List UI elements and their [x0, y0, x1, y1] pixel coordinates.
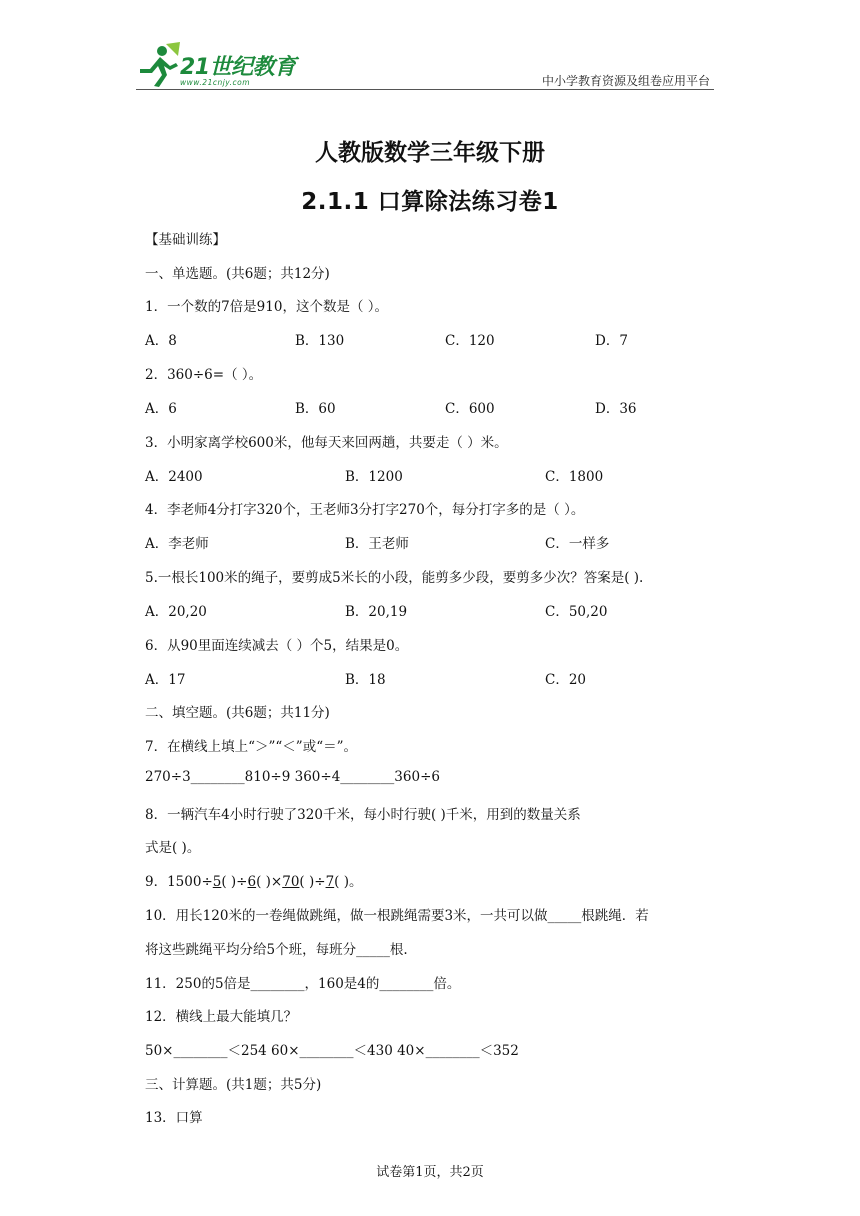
q9-number: 70 — [282, 874, 300, 890]
logo-url: www.21cnjy.com — [180, 78, 251, 87]
option-a: A．17 — [145, 672, 186, 688]
option-a: A．6 — [145, 401, 177, 417]
question-line: 将这些跳绳平均分给5个班，每班分_____根. — [145, 942, 408, 958]
question-line: 式是( )。 — [145, 840, 201, 856]
q9-number: 7 — [325, 874, 335, 890]
q9-text: ( )。 — [334, 874, 363, 890]
option-b: B．王老师 — [345, 536, 409, 552]
question-stem: 2．360÷6=（ ）。 — [145, 367, 263, 383]
option-b: B．1200 — [345, 469, 403, 485]
option-d: D．7 — [595, 333, 628, 349]
section-heading: 二、填空题。(共6题；共11分) — [145, 705, 330, 721]
question-stem: 10．用长120米的一卷绳做跳绳，做一根跳绳需要3米，一共可以做_____根跳绳．若 — [145, 908, 649, 924]
question-stem: 6．从90里面连续减去（ ）个5，结果是0。 — [145, 638, 409, 654]
question-stem: 3．小明家离学校600米，他每天来回两趟，共要走（ ）米。 — [145, 435, 508, 451]
question-stem: 1．一个数的7倍是910，这个数是（ ）。 — [145, 299, 388, 315]
question-stem: 7．在横线上填上“＞”“＜”或“＝”。 — [145, 739, 357, 755]
option-a: A．2400 — [145, 469, 203, 485]
question-line: 50×________＜254 60×________＜430 40×________＜352 — [145, 1043, 519, 1059]
q9-number: 6 — [247, 874, 257, 890]
question-stem: 8．一辆汽车4小时行驶了320千米，每小时行驶( )千米，用到的数量关系 — [145, 807, 581, 823]
q9-number: 5 — [212, 874, 222, 890]
question-stem: 11．250的5倍是________，160是4的________倍。 — [145, 976, 461, 992]
option-c: C．50,20 — [545, 604, 608, 620]
question-stem: 12．横线上最大能填几？ — [145, 1009, 298, 1025]
q9-text: ( )× — [256, 874, 283, 890]
section-heading: 三、计算题。(共1题；共5分) — [145, 1077, 322, 1093]
page-footer: 试卷第1页，共2页 — [376, 1165, 484, 1180]
platform-label: 中小学教育资源及组卷应用平台 — [541, 74, 710, 88]
option-c: C．600 — [445, 401, 495, 417]
question-line: 270÷3________810÷9 360÷4________360÷6 — [145, 769, 440, 785]
option-c: C．一样多 — [545, 536, 610, 552]
option-d: D．36 — [595, 401, 637, 417]
logo — [136, 40, 316, 90]
logo-text: 21世纪教育 — [180, 55, 296, 80]
runner-logo-icon — [136, 42, 184, 88]
header-divider — [136, 89, 714, 90]
question-stem: 5.一根长100米的绳子，要剪成5米长的小段，能剪多少段，要剪多少次？答案是( ). — [145, 570, 644, 586]
question-stem — [145, 870, 362, 890]
intro-label: 【基础训练】 — [145, 232, 226, 248]
option-b: B．60 — [295, 401, 336, 417]
option-b: B．18 — [345, 672, 386, 688]
option-a: A．李老师 — [145, 536, 209, 552]
page-header — [136, 40, 714, 92]
q9-text: 9．1500÷ — [145, 874, 213, 890]
question-stem: 4．李老师4分打字320个，王老师3分打字270个，每分打字多的是（ ）。 — [145, 502, 585, 518]
option-b: B．20,19 — [345, 604, 408, 620]
option-c: C．1800 — [545, 469, 604, 485]
option-a: A．20,20 — [145, 604, 207, 620]
section-heading: 一、单选题。(共6题；共12分) — [145, 266, 330, 282]
question-stem: 13．口算 — [145, 1110, 203, 1126]
option-c: C．120 — [445, 333, 495, 349]
q9-text: ( )÷ — [221, 874, 248, 890]
option-c: C．20 — [545, 672, 587, 688]
page-subtitle: 2.1.1 口算除法练习卷1 — [301, 189, 559, 215]
option-a: A．8 — [145, 333, 177, 349]
option-b: B．130 — [295, 333, 345, 349]
page-title: 人教版数学三年级下册 — [315, 140, 545, 166]
q9-text: ( )÷ — [299, 874, 326, 890]
